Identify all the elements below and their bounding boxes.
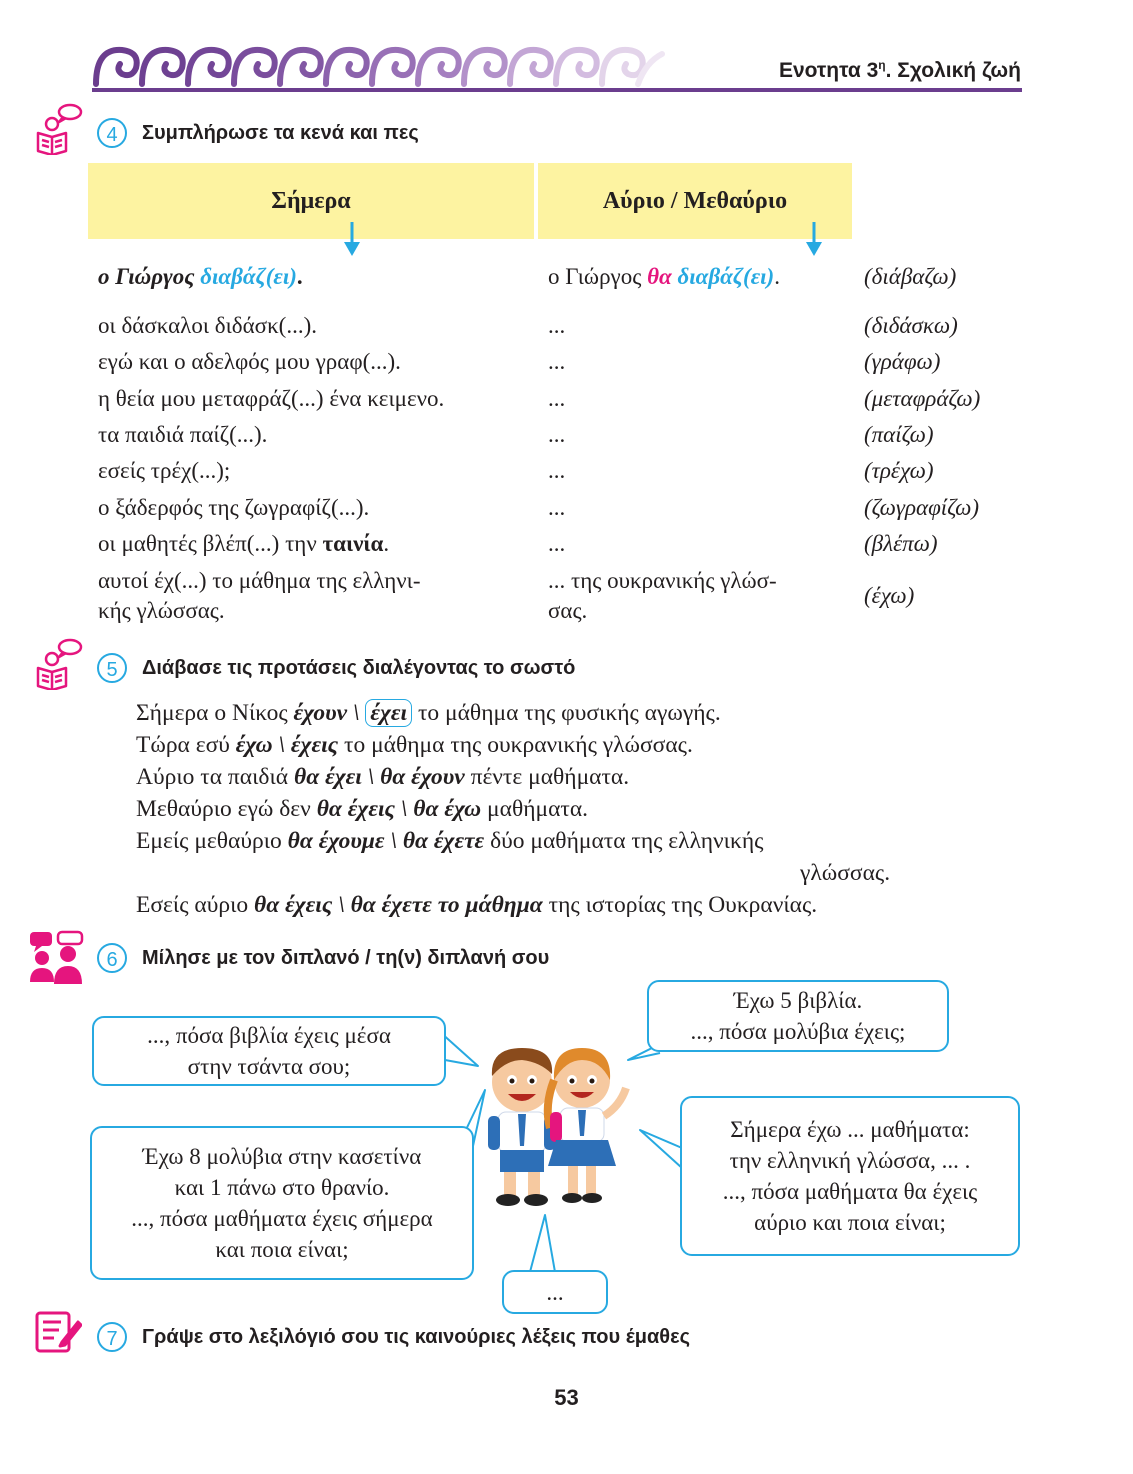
header-title: Ενοτητα $3^\eta$. Σχολική ζωή xyxy=(778,58,1021,82)
table-row-1-verb: (διδάσκω) xyxy=(864,313,958,338)
reading-child-icon xyxy=(32,103,84,155)
example-row-today: ο Γιώργος διαβάζ(ει). xyxy=(98,264,303,289)
table-row-8-verb: (έχω) xyxy=(864,583,915,608)
exercise-5-instruction: Διάβασε τις προτάσεις διαλέγοντας το σωστό xyxy=(142,657,576,679)
table-header-tomorrow: Αύριο / Μεθαύριο xyxy=(538,163,852,239)
sentence-3: Αύριο τα παιδιά θα έχει \ θα έχουν πέντε μαθήματα. xyxy=(136,764,630,790)
table-row-2-verb: (γράφω) xyxy=(864,349,941,374)
speech-bubble-pencils: Έχω 8 μολύβια στην κασετίνα και 1 πάνω στο θρανίο. ..., πόσα μαθήματα έχεις σήμερα και ποια είναι; xyxy=(90,1126,474,1280)
example-row-verb: (διάβαζω) xyxy=(864,264,957,289)
table-row-3-today: η θεία μου μεταφράζ(...) ένα κειμενο. xyxy=(98,386,445,411)
reading-child-icon xyxy=(32,638,84,690)
table-row-7-today: οι μαθητές βλέπ(...) την ταινία. xyxy=(98,531,390,556)
selected-answer: έχει xyxy=(365,699,412,727)
table-row-2-today: εγώ και ο αδελφός μου γραφ(...). xyxy=(98,349,401,374)
exercise-7-instruction: Γράψε στο λεξιλόγιό σου τις καινούριες λέξεις που έμαθες xyxy=(142,1326,690,1348)
sentence-5-continuation: γλώσσας. xyxy=(800,860,891,886)
table-row-3-blank: ... xyxy=(548,386,566,411)
sentence-1: Σήμερα ο Νίκος έχουν \ έχει το μάθημα της φυσικής αγωγής. xyxy=(136,700,721,726)
table-row-1-blank: ... xyxy=(548,313,566,338)
table-row-3-verb: (μεταφράζω) xyxy=(864,386,981,411)
exercise-number-5: 5 xyxy=(97,653,127,683)
table-row-6-verb: (ζωγραφίζω) xyxy=(864,495,980,520)
table-row-5-verb: (τρέχω) xyxy=(864,458,934,483)
exercise-number-7: 7 xyxy=(97,1322,127,1352)
table-row-7-blank: ... xyxy=(548,531,566,556)
speech-bubble-lessons: Σήμερα έχω ... μαθήματα: την ελληνική γλώσσα, ... . ..., πόσα μαθήματα θα έχεις αύριο και ποια είναι; xyxy=(680,1096,1020,1256)
down-arrow-icon xyxy=(342,220,362,258)
speech-bubble-blank: ... xyxy=(502,1270,608,1314)
table-row-4-verb: (παίζω) xyxy=(864,422,934,447)
table-row-4-today: τα παιδιά παίζ(...). xyxy=(98,422,268,447)
sentence-2: Τώρα εσύ έχω \ έχεις το μάθημα της ουκρανικής γλώσσας. xyxy=(136,732,693,758)
sentence-5: Εμείς μεθαύριο θα έχουμε \ θα έχετε δύο μαθήματα της ελληνικής xyxy=(136,828,764,854)
table-row-2-blank: ... xyxy=(548,349,566,374)
down-arrow-icon xyxy=(804,220,824,258)
exercise-4-instruction: Συμπλήρωσε τα κενά και πες xyxy=(142,122,419,144)
table-row-8-blank: ... της ουκρανικής γλώσ- σας. xyxy=(548,568,777,623)
writing-notebook-icon xyxy=(34,1308,82,1356)
table-header-today: Σήμερα xyxy=(88,163,534,239)
sentence-6: Εσείς αύριο θα έχεις \ θα έχετε το μάθημα της ιστορίας της Ουκρανίας. xyxy=(136,892,818,918)
table-row-5-today: εσείς τρέχ(...); xyxy=(98,458,231,483)
school-children-illustration xyxy=(470,1036,640,1212)
table-row-4-blank: ... xyxy=(548,422,566,447)
header-rule xyxy=(92,88,1022,92)
speech-bubble-question-books: ..., πόσα βιβλία έχεις μέσα στην τσάντα σου; xyxy=(92,1016,446,1086)
sentence-4: Μεθαύριο εγώ δεν θα έχεις \ θα έχω μαθήματα. xyxy=(136,796,589,822)
table-row-7-verb: (βλέπω) xyxy=(864,531,938,556)
table-row-1-today: οι δάσκαλοι διδάσκ(...). xyxy=(98,313,317,338)
page-number: 53 xyxy=(554,1385,579,1410)
table-row-6-today: ο ξάδερφός της ζωγραφίζ(...). xyxy=(98,495,370,520)
dialogue-people-icon xyxy=(28,930,86,986)
table-row-6-blank: ... xyxy=(548,495,566,520)
exercise-6-instruction: Μίλησε με τον διπλανό / τη(ν) διπλανή σου xyxy=(142,947,550,969)
example-row-tomorrow: ο Γιώργος θα διαβάζ(ει). xyxy=(548,264,780,289)
table-row-5-blank: ... xyxy=(548,458,566,483)
exercise-number-6: 6 xyxy=(97,943,127,973)
speech-bubble-answer-books: Έχω 5 βιβλία. ..., πόσα μολύβια έχεις; xyxy=(647,980,949,1052)
table-row-8-today: αυτοί έχ(...) το μάθημα της ελληνι- κής γλώσσας. xyxy=(98,568,421,623)
exercise-number-4: 4 xyxy=(97,118,127,148)
header-wave-ornament xyxy=(90,42,670,88)
